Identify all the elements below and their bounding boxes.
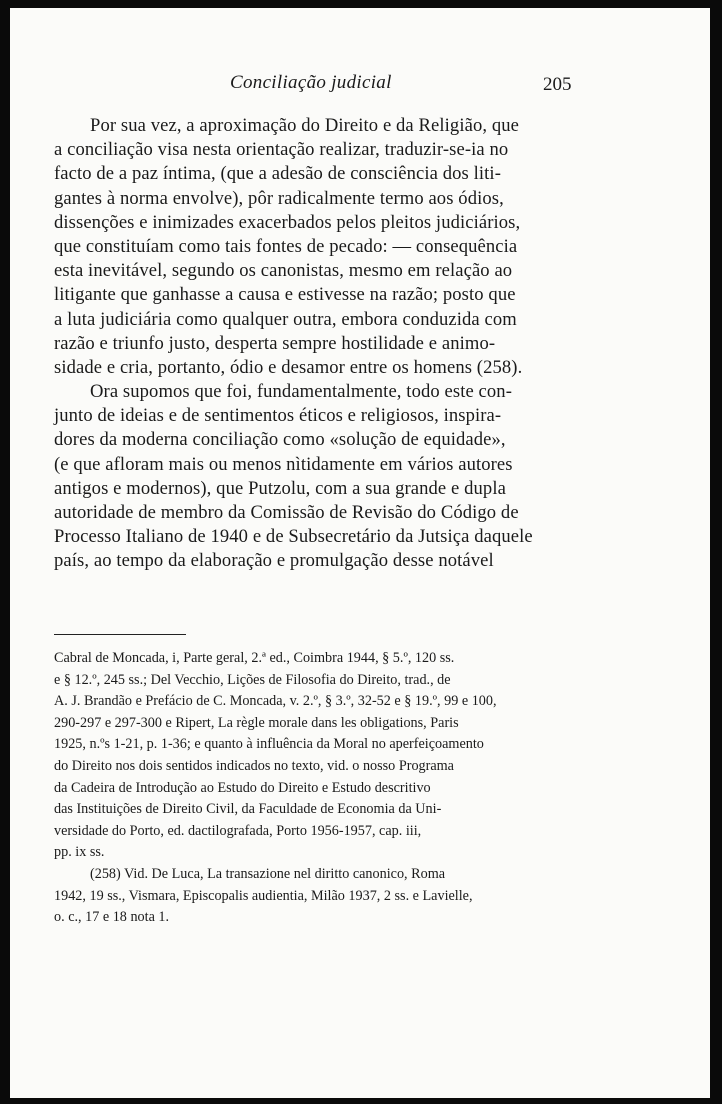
- body-line: a conciliação visa nesta orientação realizar, traduzir-se-ia no: [54, 139, 509, 161]
- footnote-line: das Instituições de Direito Civil, da Faculdade de Economia da Uni-: [54, 801, 442, 818]
- page-header: [10, 70, 710, 98]
- running-title: Conciliação judicial: [230, 72, 392, 93]
- body-line: esta inevitável, segundo os canonistas, mesmo em relação ao: [54, 260, 513, 282]
- footnote-line: A. J. Brandão e Prefácio de C. Moncada, v. 2.º, § 3.º, 32-52 e § 19.º, 99 e 100,: [54, 693, 497, 710]
- body-line: gantes à norma envolve), pôr radicalmente termo aos ódios,: [54, 187, 504, 209]
- footnote-line: pp. ix ss.: [54, 844, 105, 861]
- body-line: razão e triunfo justo, desperta sempre hostilidade e animo-: [54, 332, 496, 354]
- page-number: 205: [543, 74, 572, 95]
- body-line: a luta judiciária como qualquer outra, embora conduzida com: [54, 308, 517, 330]
- body-line: autoridade de membro da Comissão de Revisão do Código de: [54, 502, 519, 523]
- footnote-line: Cabral de Moncada, i, Parte geral, 2.ª ed., Coimbra 1944, § 5.º, 120 ss.: [54, 650, 455, 666]
- body-line: (e que afloram mais ou menos nìtidamente em vários autores: [54, 453, 513, 475]
- body-line: Por sua vez, a aproximação do Direito e da Religião, que: [90, 115, 519, 136]
- footnote-line: versidade do Porto, ed. dactilografada, Porto 1956-1957, cap. iii,: [54, 822, 422, 839]
- body-line: litigante que ganhasse a causa e estivesse na razão; posto que: [54, 284, 516, 306]
- body-line: Ora supomos que foi, fundamentalmente, todo este con-: [90, 381, 512, 403]
- book-page: [10, 8, 710, 1098]
- footnote-line: 290-297 e 297-300 e Ripert, La règle morale dans les obligations, Paris: [54, 714, 459, 731]
- footnote-line: 1942, 19 ss., Vismara, Episcopalis audientia, Milão 1937, 2 ss. e Lavielle,: [54, 887, 473, 904]
- body-line: Processo Italiano de 1940 e de Subsecretário da Jutsiça daquele: [54, 526, 533, 548]
- body-line: país, ao tempo da elaboração e promulgação desse notável: [54, 550, 494, 572]
- body-line: facto de a paz íntima, (que a adesão de consciência dos liti-: [54, 163, 501, 185]
- footnote-line: da Cadeira de Introdução ao Estudo do Direito e Estudo descritivo: [54, 779, 431, 796]
- body-line: dissenções e inimizades exacerbados pelos pleitos judiciários,: [54, 211, 521, 233]
- body-line: que constituíam como tais fontes de pecado: — consequência: [54, 235, 518, 257]
- footnote-line: e § 12.º, 245 ss.; Del Vecchio, Lições de Filosofia do Direito, trad., de: [54, 671, 451, 688]
- footnote-line: (258) Vid. De Luca, La transazione nel diritto canonico, Roma: [90, 865, 446, 882]
- footnote-line: 1925, n.ºs 1-21, p. 1-36; e quanto à influência da Moral no aperfeiçoamento: [54, 736, 484, 753]
- body-line: sidade e cria, portanto, ódio e desamor entre os homens (258).: [54, 356, 523, 378]
- footnote-separator: [54, 634, 186, 635]
- footnotes: [54, 648, 584, 929]
- footnote-line: o. c., 17 e 18 nota 1.: [54, 909, 170, 926]
- body-line: antigos e modernos), que Putzolu, com a sua grande e dupla: [54, 477, 506, 499]
- body-line: junto de ideias e de sentimentos éticos e religiosos, inspira-: [54, 405, 502, 427]
- body-line: dores da moderna conciliação como «solução de equidade»,: [54, 429, 506, 451]
- body-text: [54, 114, 584, 574]
- footnote-line: do Direito nos dois sentidos indicados no texto, vid. o nosso Programa: [54, 757, 454, 774]
